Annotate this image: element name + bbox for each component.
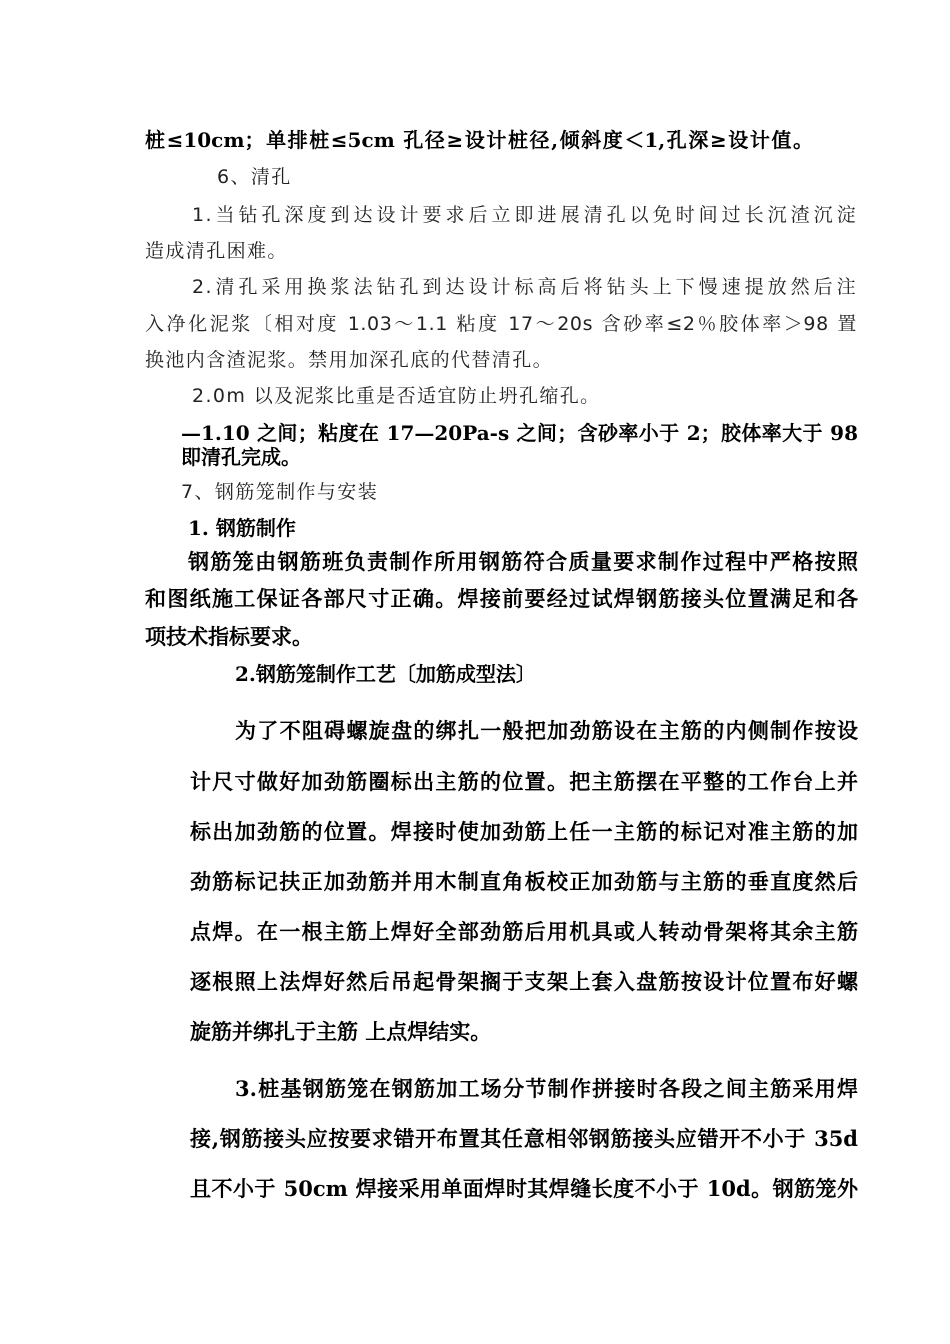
text-line: 计尺寸做好加劲筋圈标出主筋的位置。把主筋摆在平整的工作台上并 [190, 769, 858, 794]
text-line: 项技术指标要求。 [145, 624, 313, 649]
text-line: 2.清孔采用换浆法钻孔到达设计标高后将钻头上下慢速提放然后注 [192, 276, 857, 298]
text-line: —1.10 之间；粘度在 17—20Pa-s 之间；含砂率小于 2；胶体率大于 98 [181, 421, 858, 445]
section-heading-6: 6、清孔 [217, 166, 292, 188]
subheading: 1. 钢筋制作 [188, 516, 296, 540]
text-line: 为了不阻碍螺旋盘的绑扎一般把加劲筋设在主筋的内侧制作按设 [235, 718, 858, 743]
text-line: 钢筋笼由钢筋班负责制作所用钢筋符合质量要求制作过程中严格按照 [188, 549, 858, 574]
section-heading-7: 7、钢筋笼制作与安装 [181, 481, 379, 503]
text-line: 1.当钻孔深度到达设计要求后立即进展清孔以免时间过长沉渣沉淀 [192, 204, 857, 226]
subheading: 2.钢筋笼制作工艺〔加筋成型法〕 [235, 662, 536, 686]
text-line: 劲筋标记扶正加劲筋并用木制直角板校正加劲筋与主筋的垂直度然后 [190, 869, 858, 894]
text-line: 标出加劲筋的位置。焊接时使加劲筋上任一主筋的标记对准主筋的加 [190, 819, 858, 844]
text-line: 逐根照上法焊好然后吊起骨架搁于支架上套入盘筋按设计位置布好螺 [190, 969, 858, 994]
text-line: 桩≤10cm；单排桩≤5cm 孔径≥设计桩径,倾斜度＜1,孔深≥设计值。 [145, 128, 813, 152]
text-line: 和图纸施工保证各部尺寸正确。焊接前要经过试焊钢筋接头位置满足和各 [145, 586, 858, 611]
text-line: 3.桩基钢筋笼在钢筋加工场分节制作拼接时各段之间主筋采用焊 [235, 1076, 858, 1101]
text-line: 旋筋并绑扎于主筋 上点焊结实。 [190, 1019, 492, 1044]
text-line: 接,钢筋接头应按要求错开布置其任意相邻钢筋接头应错开不小于 35d [190, 1126, 858, 1151]
text-line: 换池内含渣泥浆。禁用加深孔底的代替清孔。 [145, 349, 554, 371]
text-line: 且不小于 50cm 焊接采用单面焊时其焊缝长度不小于 10d。钢筋笼外 [190, 1176, 858, 1201]
text-line: 造成清孔困难。 [145, 240, 288, 262]
text-line: 即清孔完成。 [181, 445, 301, 469]
text-line: 点焊。在一根主筋上焊好全部劲筋后用机具或人转动骨架将其余主筋 [190, 919, 858, 944]
text-line: 入净化泥浆〔相对度 1.03～1.1 粘度 17～20s 含砂率≤2％胶体率＞98 置 [145, 313, 857, 335]
text-line: 2.0m 以及泥浆比重是否适宜防止坍孔缩孔。 [192, 385, 601, 407]
